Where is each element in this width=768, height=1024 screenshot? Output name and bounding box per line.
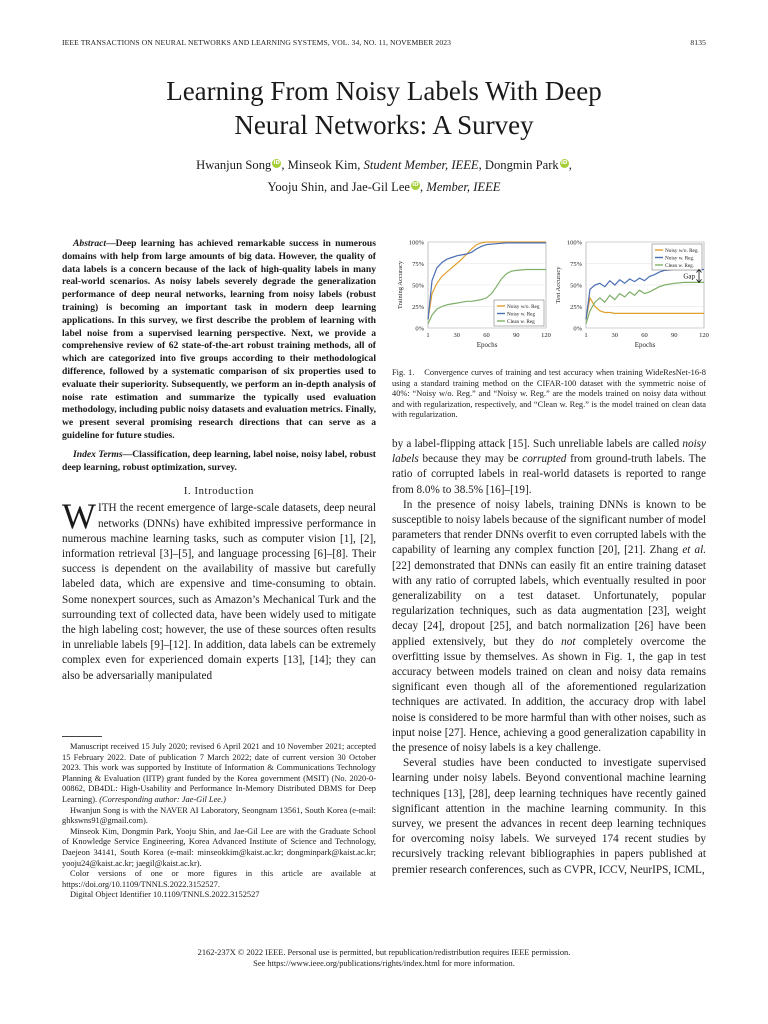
chart-2-xtick-label: 90 xyxy=(671,332,678,339)
author-line-1 xyxy=(62,154,706,176)
convergence-charts xyxy=(392,236,709,356)
body-text: [22] demonstrated that DNNs can easily fit an entire training dataset with any ratio of corrupted labels, which eventually resulted in poor generalizability on a test dataset. Unfortunately, popular regularization techniques, such as data augmentation [23], weight decay [24], dropout [25], and batch normalization [26] have been applied extensively, but they do xyxy=(392,559,706,648)
body-paragraph-3: Several studies have been conducted to investigate supervised learning under noisy labels. Beyond conventional machine learning techniques [13], [28], deep learning techniques have recently gained significant attention in the machine learning community. In this survey, we present the advances in recent deep learning techniques for overcoming noisy labels. We surveyed 174 recent studies by recursively tracking relevant bibliographies in papers published at premier research conferences, such as CVPR, ICCV, NeurIPS, ICML, xyxy=(392,757,706,876)
running-header xyxy=(62,38,706,50)
chart-1-ytick-label: 100% xyxy=(408,239,424,247)
index-terms-label: Index Terms xyxy=(73,448,123,460)
journal-name: IEEE TRANSACTIONS ON NEURAL NETWORKS AND LEARNING SYSTEMS, VOL. 34, NO. 11, NOVEMBER 2023 xyxy=(62,38,452,47)
author-list xyxy=(62,154,706,198)
right-body xyxy=(392,437,706,878)
footnote-affiliation-2: Minseok Kim, Dongmin Park, Yooju Shin, and Jae-Gil Lee are with the Graduate School of Knowledge Service Engineering, Korea Advanced Institute of Science and Technology, Daejeon 34141, South Korea (e-mail: minseokkim@kaist.ac.kr; dongminpark@kaist.ac.kr; yooju24@kaist.ac.kr; jaegil@kaist.ac.kr). xyxy=(62,826,376,868)
emphasis: not xyxy=(561,635,576,648)
corresponding-author: (Corresponding author: Jae-Gil Lee.) xyxy=(99,794,226,804)
chart-2-xlabel: Epochs xyxy=(634,341,656,349)
chart-1-ylabel: Training Accuracy xyxy=(397,260,404,310)
footnotes xyxy=(62,742,376,901)
title-line-1: Learning From Noisy Labels With Deep xyxy=(166,76,602,106)
body-text: In the presence of noisy labels, training DNNs is known to be susceptible to noisy labels because of the significant number of model parameters that render DNNs overfit to even corrupted labels with the capability of learning any complex function [20], [21]. Zhang xyxy=(392,498,706,557)
drop-cap: W xyxy=(62,496,96,537)
copyright-notice xyxy=(62,947,706,969)
chart-2-xtick-label: 60 xyxy=(641,332,648,339)
chart-1-ytick-label: 50% xyxy=(412,282,424,290)
footnote-divider xyxy=(62,736,102,737)
chart-1-xtick-label: 30 xyxy=(453,332,461,339)
chart-2-xtick-label: 120 xyxy=(699,332,709,339)
abstract-text: Deep learning has achieved remarkable success in numerous domains with help from large amounts of big data. However, the quality of data labels is a concern because of the lack of high-quality labels in many real-world scenarios. As noisy labels severely degrade the generalization performance of deep neural networks, learning from noisy labels (robust training) is becoming an important task in modern deep learning applications. In this survey, we first describe the problem of learning with label noise from a supervised learning perspective. Next, we provide a comprehensive review of 62 state-of-the-art robust training methods, all of which are categorized into five groups according to their methodological difference, followed by a systematic comparison of six properties used to evaluate their superiority. Subsequently, we perform an in-depth analysis of noise rate estimation and summarize the typically used evaluation methodology, including public noisy datasets and evaluation metrics. Finally, we present several promising research directions that can serve as a guideline for future studies. xyxy=(62,238,376,441)
index-terms-text: Classification, deep learning, label noise, noisy label, robust deep learning, robust optimization, survey. xyxy=(62,448,376,473)
author-role: Student Member, IEEE xyxy=(363,158,479,172)
chart-1-legend-label: Noisy w/o. Reg xyxy=(507,304,540,310)
author-name: Hwanjun Song xyxy=(196,158,272,172)
abstract-dash: — xyxy=(106,238,116,249)
right-column xyxy=(392,236,709,878)
chart-1-legend-label: Noisy w. Reg xyxy=(507,311,536,318)
emphasis: corrupted xyxy=(522,453,567,466)
chart-1-xtick-label: 1 xyxy=(426,332,430,339)
author-name: , Dongmin Park xyxy=(478,158,559,172)
footnote-affiliation-1: Hwanjun Song is with the NAVER AI Laboratory, Seongnam 13561, South Korea (e-mail: ghkswns91@gmail.com). xyxy=(62,805,376,826)
footnote-doi: Digital Object Identifier 10.1109/TNNLS.2022.3152527 xyxy=(70,890,260,900)
figure-1 xyxy=(392,236,709,349)
section-heading: I. Introduction xyxy=(183,486,255,498)
intro-paragraph xyxy=(62,496,376,683)
footnote-text: Manuscript received 15 July 2020; revised 6 April 2021 and 10 November 2021; accepted 15 February 2022. Date of publication 7 March 2022; date of current version 30 October 2023. This work was supported by Institute of Information & Communications Technology Planning & Evaluation (IITP) grant funded by the Korea government (MSIT) (No. 2020-0-00862, DB4DL: High-Usability and Performance In-Memory Distributed DBMS for Deep Learning). xyxy=(62,742,376,804)
chart-1-xtick-label: 60 xyxy=(483,332,490,339)
page-number: 8135 xyxy=(690,38,706,47)
author-separator: , xyxy=(420,180,427,194)
orcid-icon[interactable]: iD xyxy=(560,160,568,166)
figure-caption xyxy=(392,368,706,421)
chart-1-xtick-label: 120 xyxy=(541,332,551,339)
chart-1-xtick-label: 90 xyxy=(513,332,520,339)
figure-label: Fig. 1. xyxy=(392,368,415,377)
footnote-manuscript xyxy=(62,742,376,806)
chart-1-ytick-label: 25% xyxy=(412,304,424,311)
caption-text: Convergence curves of training and test accuracy when training WideResNet-16-8 using a standard training method on the CIFAR-100 dataset with the symmetric noise of 40%: “Noisy w/o. Reg.” and “Noisy w. Reg.” are the models trained on noisy data without and with regularization, respectively, and “Clean w. Reg.” is the model trained on clean data with regularization. xyxy=(392,368,706,420)
intro-text: ITH the recent emergence of large-scale datasets, deep neural networks (DNNs) have exhibited impressive performance in numerous machine learning tasks, such as computer vision [1], [2], information retrieval [3]–[5], and language processing [6]–[8]. Their success is dependent on the availability of massive but carefully labeled data, which are expensive and time-consuming to obtain. Some nonexpert sources, such as Amazon’s Mechanical Turk and the surrounding text of collected data, have been widely used to mitigate the high labeling cost; however, the use of these sources often results in unreliable labels [9]–[12]. In addition, data labels can be extremely complex even for experienced domain experts [13], [14]; they can also be adversarially manipulated xyxy=(62,502,376,682)
chart-1-ytick-label: 0% xyxy=(415,325,424,333)
chart-2-ytick-label: 0% xyxy=(573,325,582,333)
author-role: Member, IEEE xyxy=(426,180,501,194)
chart-2-legend-label: Noisy w/o. Reg. xyxy=(665,248,699,254)
chart-2-legend-label: Noisy w. Reg. xyxy=(665,255,695,262)
chart-2-legend-label: Clean w. Reg. xyxy=(665,263,695,269)
copyright-line-1: 2162-237X © 2022 IEEE. Personal use is permitted, but republication/redistribution requires IEEE permission. xyxy=(197,948,571,957)
orcid-icon[interactable]: iD xyxy=(412,182,419,188)
left-column xyxy=(62,238,376,684)
abstract-label: Abstract xyxy=(73,238,107,249)
author-name: Yooju Shin, and Jae-Gil Lee xyxy=(267,180,411,194)
index-terms-dash: — xyxy=(122,448,133,460)
emphasis: et al. xyxy=(682,544,706,557)
title-line-2: Neural Networks: A Survey xyxy=(234,110,534,140)
chart-2-ytick-label: 100% xyxy=(566,239,582,247)
chart-2-series-line-3 xyxy=(586,282,704,323)
author-separator: , xyxy=(568,158,572,172)
body-paragraph-2 xyxy=(392,498,706,756)
body-text: completely overcome the overfitting issue by themselves. As shown in Fig. 1, the gap in test accuracy between models trained on clean and noisy data remains significant even though all of the aforementioned regularization techniques are activated. In addition, the accuracy drop with label noise is considered to be more harmful than with other noises, such as input noise [27]. Hence, achieving a good generalization capability in the presence of noisy labels is a key challenge. xyxy=(392,635,706,755)
chart-2-xtick-label: 1 xyxy=(584,332,588,339)
paper-title xyxy=(62,74,706,142)
chart-1-xlabel: Epochs xyxy=(476,341,498,349)
chart-2-ylabel: Test Accuracy xyxy=(555,266,562,304)
body-text: because they may be xyxy=(418,453,523,466)
abstract xyxy=(62,238,376,443)
chart-2-xtick-label: 30 xyxy=(611,332,619,339)
chart-2-ytick-label: 25% xyxy=(570,304,582,311)
orcid-icon[interactable]: iD xyxy=(273,160,281,166)
copyright-line-2: See https://www.ieee.org/publications/rights/index.html for more information. xyxy=(253,959,515,968)
index-terms xyxy=(62,449,376,475)
chart-1-legend-label: Clean w. Reg xyxy=(507,319,535,325)
emphasis: noisy labels xyxy=(392,437,706,466)
gap-label: Gap xyxy=(683,272,695,281)
chart-2-ytick-label: 75% xyxy=(570,261,582,268)
body-text: from ground-truth labels. The ratio of corrupted labels in real-world datasets is reported to range from 8.0% to 38.5% [16]–[19]. xyxy=(392,453,706,496)
author-separator: , Minseok Kim, xyxy=(281,158,364,172)
chart-1-ytick-label: 75% xyxy=(412,261,424,268)
footnote-color-versions: Color versions of one or more figures in this article are available at https://doi.org/10.1109/TNNLS.2022.3152527. xyxy=(62,869,376,889)
chart-2-ytick-label: 50% xyxy=(570,282,582,290)
body-text: by a label-flipping attack [15]. Such unreliable labels are called xyxy=(392,437,683,450)
body-paragraph-1 xyxy=(392,437,706,498)
author-line-2 xyxy=(62,176,706,198)
